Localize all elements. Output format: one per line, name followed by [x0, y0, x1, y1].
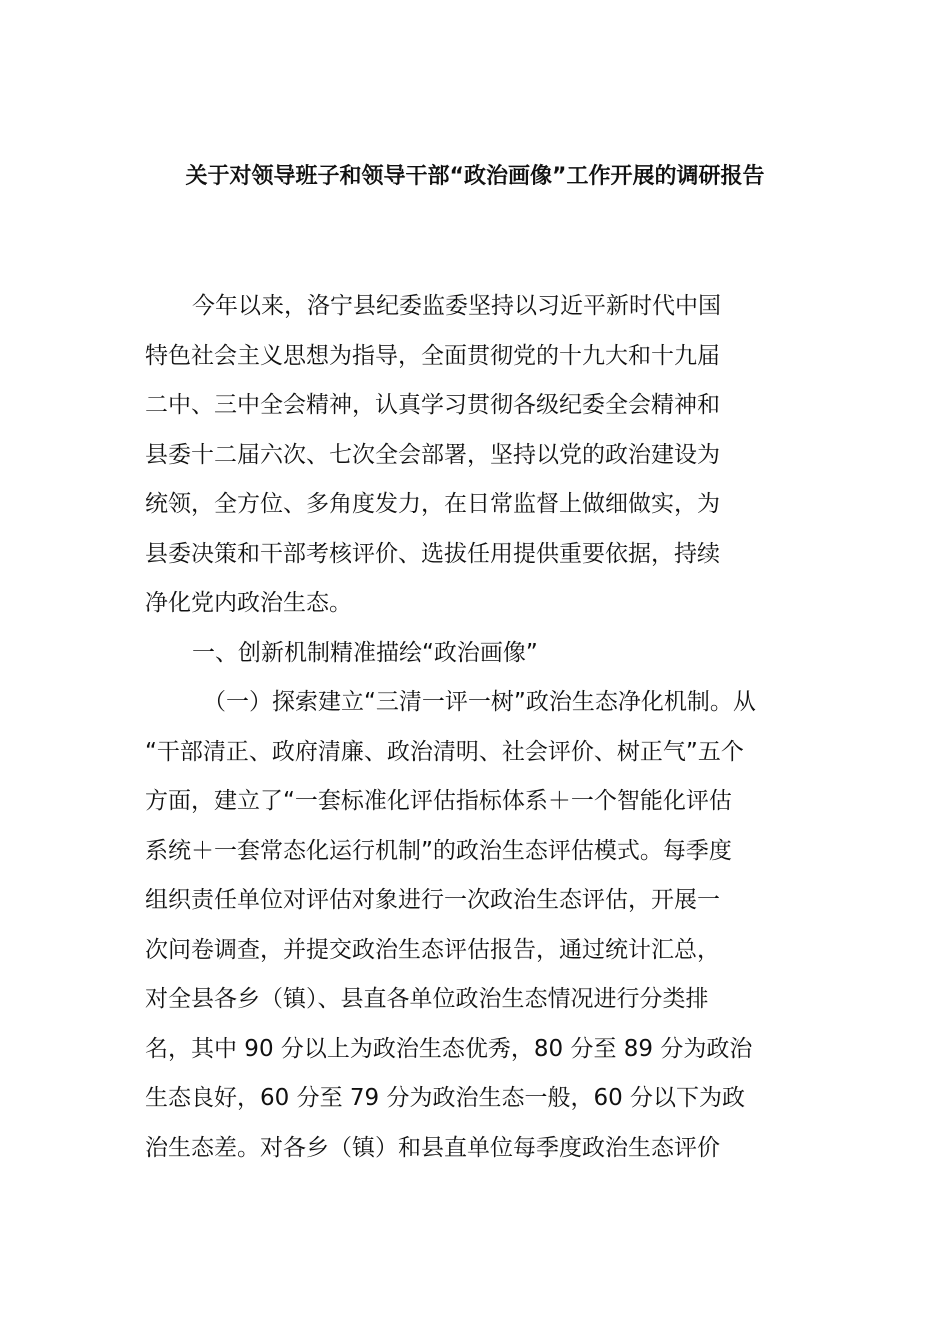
- document-body: [145, 282, 810, 1173]
- paragraph-line: 组织责任单位对评估对象进行一次政治生态评估，开展一: [145, 887, 720, 913]
- paragraph-line: 治生态差。对各乡（镇）和县直单位每季度政治生态评价: [145, 1134, 720, 1161]
- paragraph-line: 今年以来，洛宁县纪委监委坚持以习近平新时代中国: [192, 293, 721, 319]
- paragraph-line: 系统＋一套常态化运行机制”的政治生态评估模式。每季度: [145, 837, 732, 864]
- paragraph-line: 次问卷调查，并提交政治生态评估报告，通过统计汇总，: [145, 936, 720, 963]
- subsection-heading-line: （一）探索建立“三清一评一树”政治生态净化机制。从: [203, 689, 756, 715]
- paragraph-line: 净化党内政治生态。: [145, 590, 352, 616]
- paragraph-line: 特色社会主义思想为指导，全面贯彻党的十九大和十九届: [145, 342, 720, 369]
- paragraph-line: 名，其中 90 分以上为政治生态优秀，80 分至 89 分为政治: [145, 1035, 753, 1062]
- paragraph-line: 县委十二届六次、七次全会部署，坚持以党的政治建设为: [145, 441, 720, 468]
- paragraph-line: 统领，全方位、多角度发力，在日常监督上做细做实，为: [145, 491, 720, 517]
- paragraph-line: 县委决策和干部考核评价、选拔任用提供重要依据，持续: [145, 540, 720, 567]
- paragraph-line: 二中、三中全会精神，认真学习贯彻各级纪委全会精神和: [145, 392, 720, 418]
- document-title: 关于对领导班子和领导干部“政治画像”工作开展的调研报告: [185, 164, 765, 189]
- paragraph-line: “干部清正、政府清廉、政治清明、社会评价、树正气”五个: [145, 738, 744, 765]
- paragraph-line: 生态良好，60 分至 79 分为政治生态一般，60 分以下为政: [145, 1085, 746, 1111]
- paragraph-line: 方面，建立了“一套标准化评估指标体系＋一个智能化评估: [145, 788, 732, 814]
- section-heading: 一、创新机制精准描绘“政治画像”: [192, 639, 538, 666]
- paragraph-line: 对全县各乡（镇）、县直各单位政治生态情况进行分类排: [145, 986, 709, 1012]
